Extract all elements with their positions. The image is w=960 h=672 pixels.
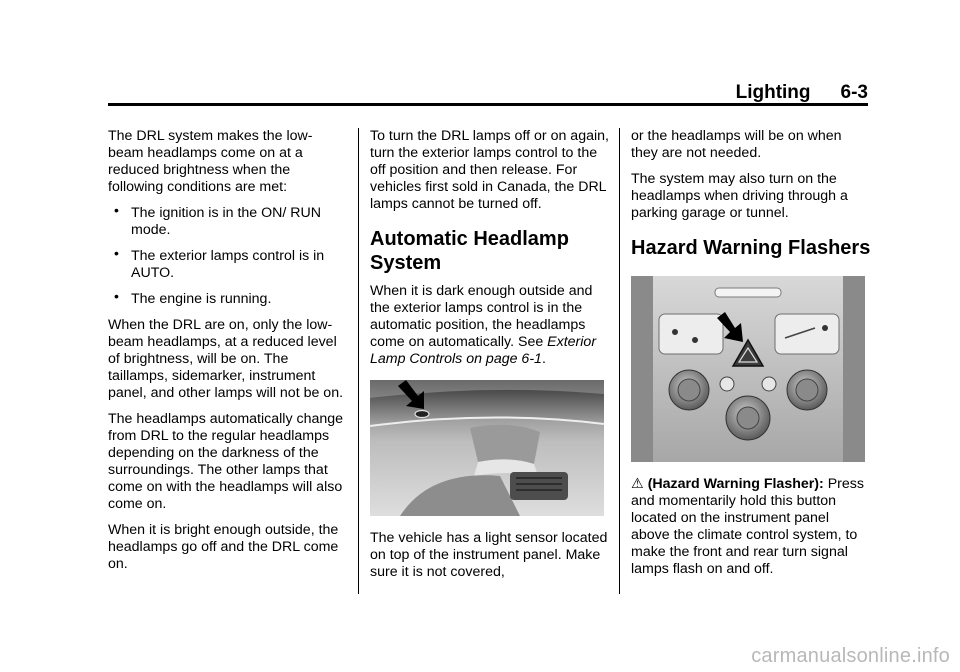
drl-conditions-list xyxy=(108,205,344,308)
list-item: • The ignition is in the ON/ RUN mode. xyxy=(108,205,344,239)
header-rule xyxy=(108,103,868,106)
page-number: 6-3 xyxy=(840,82,868,103)
column-divider-2 xyxy=(619,128,620,594)
section-title: Lighting xyxy=(735,82,811,103)
light-sensor xyxy=(415,411,429,418)
drl-paragraph-2: The headlamps automatically change from DRL to the regular headlamps depending on the darkness of the surroundings. The other lamps that come on with the headlamps will also come on. xyxy=(108,411,344,512)
drl-paragraph-1: When the DRL are on, only the low-beam headlamps, at a reduced level of brightness, will be on. The taillamps, sidemarker, instrument panel, and other lamps will not be on. xyxy=(108,317,344,401)
list-item: • The exterior lamps control is in AUTO. xyxy=(108,248,344,282)
drl-paragraph-3: When it is bright enough outside, the headlamps go off and the DRL come on. xyxy=(108,522,339,572)
watermark: carmanualsonline.info xyxy=(751,645,950,667)
hazard-label: (Hazard Warning Flasher): xyxy=(647,476,824,492)
drl-intro: The DRL system makes the low-beam headlamps come on at a reduced brightness when the following conditions are met: xyxy=(108,128,313,195)
auto-headlamp-heading: Automatic Headlamp System xyxy=(370,228,569,274)
list-item: • The engine is running. xyxy=(108,291,344,308)
light-sensor-paragraph: The vehicle has a light sensor located on top of the instrument panel. Make sure it is not covered, xyxy=(370,530,608,580)
page-header xyxy=(108,82,868,104)
light-sensor-photo xyxy=(370,380,604,516)
hazard-text: Press and momentarily hold this button located on the instrument panel above the climate control system, to make the front and rear turn signal lamps flash on and off. xyxy=(631,476,864,577)
hazard-description xyxy=(631,476,871,578)
column-1 xyxy=(108,128,344,582)
column-divider-1 xyxy=(358,128,359,594)
column-2 xyxy=(370,128,610,590)
warning-triangle-icon: ⚠ xyxy=(631,476,644,492)
exterior-lamp-controls-link[interactable]: Exterior Lamp Controls on page 6-1 xyxy=(370,334,597,367)
hazard-button-photo xyxy=(631,276,865,462)
column-3 xyxy=(631,128,871,587)
hazard-heading: Hazard Warning Flashers xyxy=(631,237,871,259)
parking-garage-paragraph: The system may also turn on the headlamps when driving through a parking garage or tunnel. xyxy=(631,171,848,221)
drl-toggle-paragraph: To turn the DRL lamps off or on again, turn the exterior lamps control to the off position and then release. For vehicles first sold in Canada, the DRL lamps cannot be turned off. xyxy=(370,128,609,212)
headlamp-continued-paragraph: or the headlamps will be on when they are not needed. xyxy=(631,128,842,161)
auto-headlamp-paragraph: When it is dark enough outside and the exterior lamps control is in the automatic position, the headlamps come on automatically. See Exterior Lamp Controls on page 6-1. xyxy=(370,283,597,367)
